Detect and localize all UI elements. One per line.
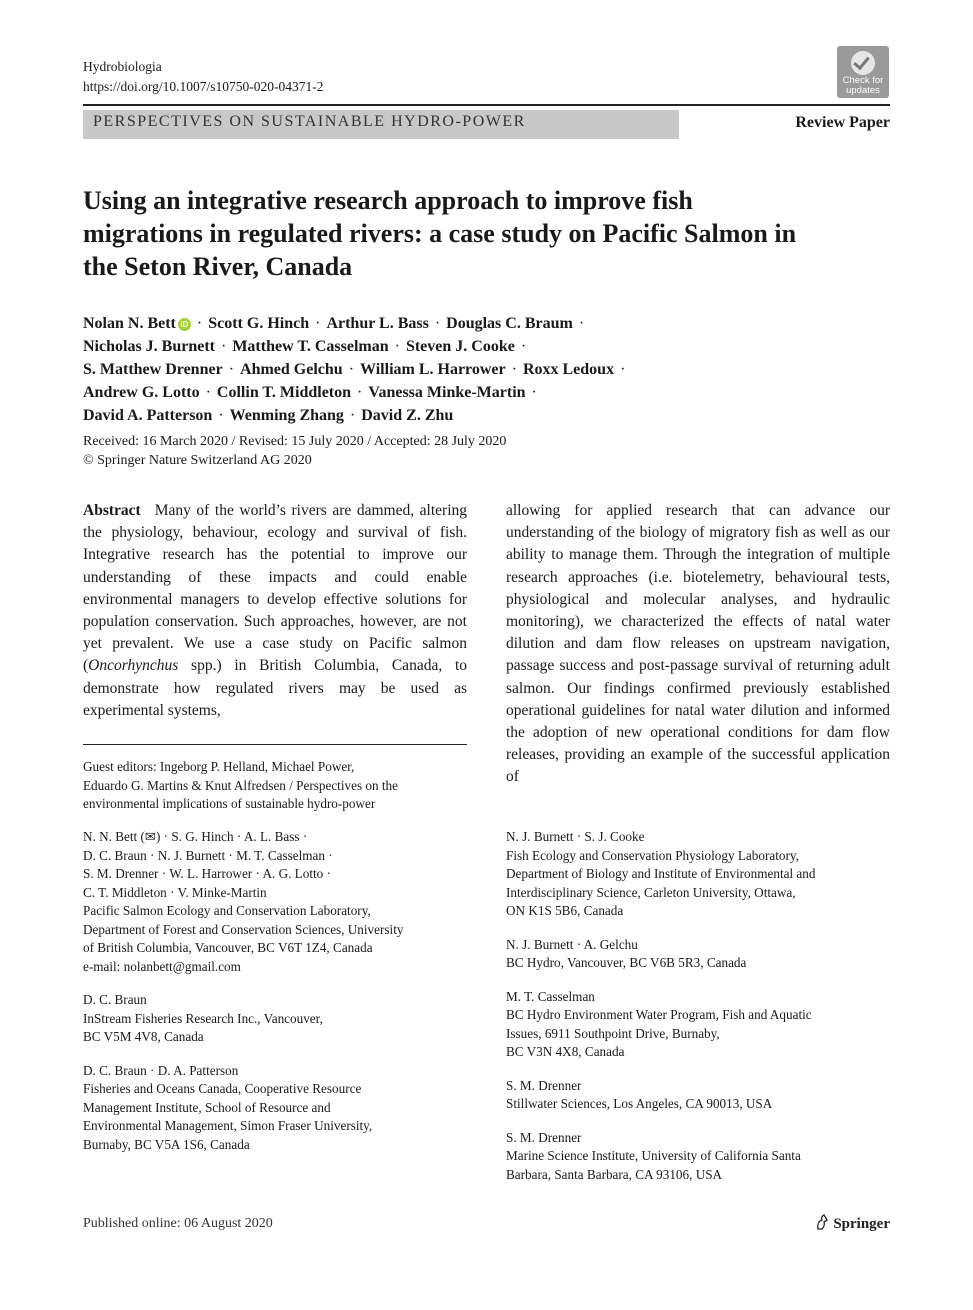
published-date: Published online: 06 August 2020 xyxy=(83,1216,273,1231)
abstract-heading: Abstract xyxy=(83,502,141,519)
author[interactable]: Steven J. Cooke xyxy=(405,338,515,355)
springer-horse-icon xyxy=(815,1214,829,1230)
header-rule xyxy=(83,104,890,106)
affiliation-block xyxy=(83,991,483,1047)
journal-name: Hydrobiologia xyxy=(83,59,162,74)
affiliation-line: S. M. Drenner xyxy=(506,1077,582,1093)
affiliation-line: D. C. Braun · D. A. Patterson xyxy=(83,1062,239,1078)
guest-editors-line: environmental implications of sustainable hydro-power xyxy=(83,796,376,811)
affiliation-line: D. C. Braun xyxy=(83,992,147,1007)
author[interactable]: Ahmed Gelchu xyxy=(240,361,343,378)
guest-editors xyxy=(83,758,483,814)
affiliation-block xyxy=(506,828,906,921)
author[interactable]: Douglas C. Braum xyxy=(446,315,573,332)
affiliation-line: BC Hydro, Vancouver, BC V6B 5R3, Canada xyxy=(506,955,747,970)
abstract-column-2 xyxy=(506,500,890,789)
affiliation-line: Interdisciplinary Science, Carleton University, Ottawa, xyxy=(506,884,796,900)
affiliation-line: ON K1S 5B6, Canada xyxy=(506,903,624,918)
affiliation-block xyxy=(83,828,483,976)
publisher-logo xyxy=(815,1214,890,1233)
affiliation-line: S. M. Drenner · W. L. Harrower · A. G. Lotto · xyxy=(83,866,331,881)
badge-line2: updates xyxy=(846,85,880,96)
author[interactable]: S. Matthew Drenner xyxy=(83,361,223,378)
author[interactable]: Collin T. Middleton xyxy=(216,384,352,401)
history-dates: Received: 16 March 2020 / Revised: 15 July 2020 / Accepted: 28 July 2020 xyxy=(83,434,507,449)
section-banner xyxy=(83,110,679,139)
affiliation-line: Barbara, Santa Barbara, CA 93106, USA xyxy=(506,1166,723,1182)
author[interactable]: Nicholas J. Burnett xyxy=(83,338,215,355)
author[interactable]: Roxx Ledoux xyxy=(522,361,615,378)
abstract-text: spp.) in British Columbia, Canada, to demonstrate how regulated rivers may be used as experimental systems, xyxy=(83,657,467,719)
copyright: © Springer Nature Switzerland AG 2020 xyxy=(83,453,312,468)
author[interactable]: Wenming Zhang xyxy=(229,407,344,424)
affiliation-block xyxy=(83,1062,483,1155)
affiliation-block xyxy=(506,936,906,973)
doi-link[interactable]: https://doi.org/10.1007/s10750-020-04371-2 xyxy=(83,79,324,94)
author[interactable]: David Z. Zhu xyxy=(361,407,454,424)
affiliations-right xyxy=(506,828,906,1199)
email-link[interactable]: e-mail: nolanbett@gmail.com xyxy=(83,958,241,974)
affiliation-line: S. M. Drenner xyxy=(506,1129,582,1145)
footnote-rule xyxy=(83,744,467,745)
abstract-text: Many of the world’s rivers are dammed, altering the physiology, behaviour, ecology and survival of fish. Integrative research has the potential to improve our understanding of these impacts and could enable environmental managers to develop effective solutions for population conservation. Such approaches, however, are not yet prevalent. We use a case study on Pacific salmon ( xyxy=(83,502,467,675)
publisher-name: Springer xyxy=(833,1216,890,1232)
author[interactable]: Matthew T. Casselman xyxy=(232,338,389,355)
author[interactable]: Arthur L. Bass xyxy=(326,315,429,332)
abstract-column-1 xyxy=(83,500,467,722)
author[interactable]: David A. Patterson xyxy=(83,407,213,424)
check-for-updates-badge[interactable] xyxy=(837,46,889,98)
orcid-icon[interactable]: iD xyxy=(178,318,191,331)
author[interactable]: Andrew G. Lotto xyxy=(83,384,200,401)
author[interactable]: Scott G. Hinch xyxy=(208,315,310,332)
species-name: Oncorhynchus xyxy=(88,657,179,675)
abstract-text: allowing for applied research that can advance our understanding of the biology of migratory fish as well as our ability to manage them. Through the integration of multiple research approaches (i.e. biotelemetry, behavioural tests, physiological and molecular analyses, and hydraulic monitoring), we characterized the effects of natal water dilution and dam flow releases on upstream navigation, passage success and post-passage survival of returning adult salmon. Our findings confirmed previously established operational guidelines for natal water dilution and informed the adoption of new operational conditions for dam flow releases, providing an example of the successful application of xyxy=(506,502,890,786)
affiliation-line: N. N. Bett (✉) · S. G. Hinch · A. L. Bass · xyxy=(83,829,308,844)
affiliation-line: BC V3N 4X8, Canada xyxy=(506,1044,625,1059)
affiliation-line: M. T. Casselman xyxy=(506,988,595,1004)
affiliation-block xyxy=(506,1129,906,1185)
affiliation-block xyxy=(506,988,906,1062)
affiliation-line: Burnaby, BC V5A 1S6, Canada xyxy=(83,1136,250,1152)
affiliation-line: Stillwater Sciences, Los Angeles, CA 90013, USA xyxy=(506,1096,773,1111)
affiliation-line: Marine Science Institute, University of California Santa xyxy=(506,1148,801,1163)
affiliation-line: D. C. Braun · N. J. Burnett · M. T. Casselman · xyxy=(83,847,333,863)
article-type: Review Paper xyxy=(795,114,890,131)
affiliation-line: Pacific Salmon Ecology and Conservation Laboratory, xyxy=(83,903,371,918)
affiliation-line: Issues, 6911 Southpoint Drive, Burnaby, xyxy=(506,1025,720,1041)
affiliation-line: Department of Biology and Institute of Environmental and xyxy=(506,866,816,881)
badge-line1: Check for xyxy=(842,75,884,86)
article-title: Using an integrative research approach to improve fish migrations in regulated rivers: a case study on Pacific Salmon in the Seton River, Canada xyxy=(83,186,797,281)
author-list: Nolan N. Bett iD · Scott G. Hinch · Arthur L. Bass · Douglas C. Braum · Nicholas J. Burnett · Matthew T. Casselman · Steven J. Cooke · S. Matthew Drenner · Ahmed Gelchu · William L. Harrower · Roxx Ledoux · Andrew G. Lotto · Collin T. Middleton · Vanessa Minke-Martin · David A. Patterson · Wenming Zhang · David Z. Zhu xyxy=(83,315,626,424)
guest-editors-line: Guest editors: Ingeborg P. Helland, Michael Power, xyxy=(83,759,355,774)
affiliation-line: Fish Ecology and Conservation Physiology Laboratory, xyxy=(506,847,799,863)
author[interactable]: William L. Harrower xyxy=(360,361,506,378)
affiliation-line: Management Institute, School of Resource and xyxy=(83,1099,331,1115)
affiliation-line: of British Columbia, Vancouver, BC V6T 1Z4, Canada xyxy=(83,940,373,955)
affiliation-block xyxy=(506,1077,906,1114)
affiliation-line: Department of Forest and Conservation Sciences, University xyxy=(83,921,404,937)
affiliation-line: Environmental Management, Simon Fraser University, xyxy=(83,1118,373,1133)
affiliation-line: N. J. Burnett · S. J. Cooke xyxy=(506,829,645,844)
affiliation-line: C. T. Middleton · V. Minke-Martin xyxy=(83,884,267,900)
guest-editors-line: Eduardo G. Martins & Knut Alfredsen / Perspectives on the xyxy=(83,777,398,793)
affiliation-line: BC Hydro Environment Water Program, Fish and Aquatic xyxy=(506,1007,812,1022)
section-banner-text: PERSPECTIVES ON SUSTAINABLE HYDRO-POWER xyxy=(93,113,526,130)
author[interactable]: Vanessa Minke-Martin xyxy=(368,384,526,401)
article-dates xyxy=(83,432,506,470)
affiliation-line: Fisheries and Oceans Canada, Cooperative Resource xyxy=(83,1081,362,1096)
affiliation-line: InStream Fisheries Research Inc., Vancouver, xyxy=(83,1010,323,1026)
author[interactable]: Nolan N. Bett xyxy=(83,315,176,332)
affiliation-line: BC V5M 4V8, Canada xyxy=(83,1029,204,1044)
check-icon xyxy=(851,51,875,75)
affiliation-line: N. J. Burnett · A. Gelchu xyxy=(506,936,638,952)
affiliations-left xyxy=(83,828,483,1169)
